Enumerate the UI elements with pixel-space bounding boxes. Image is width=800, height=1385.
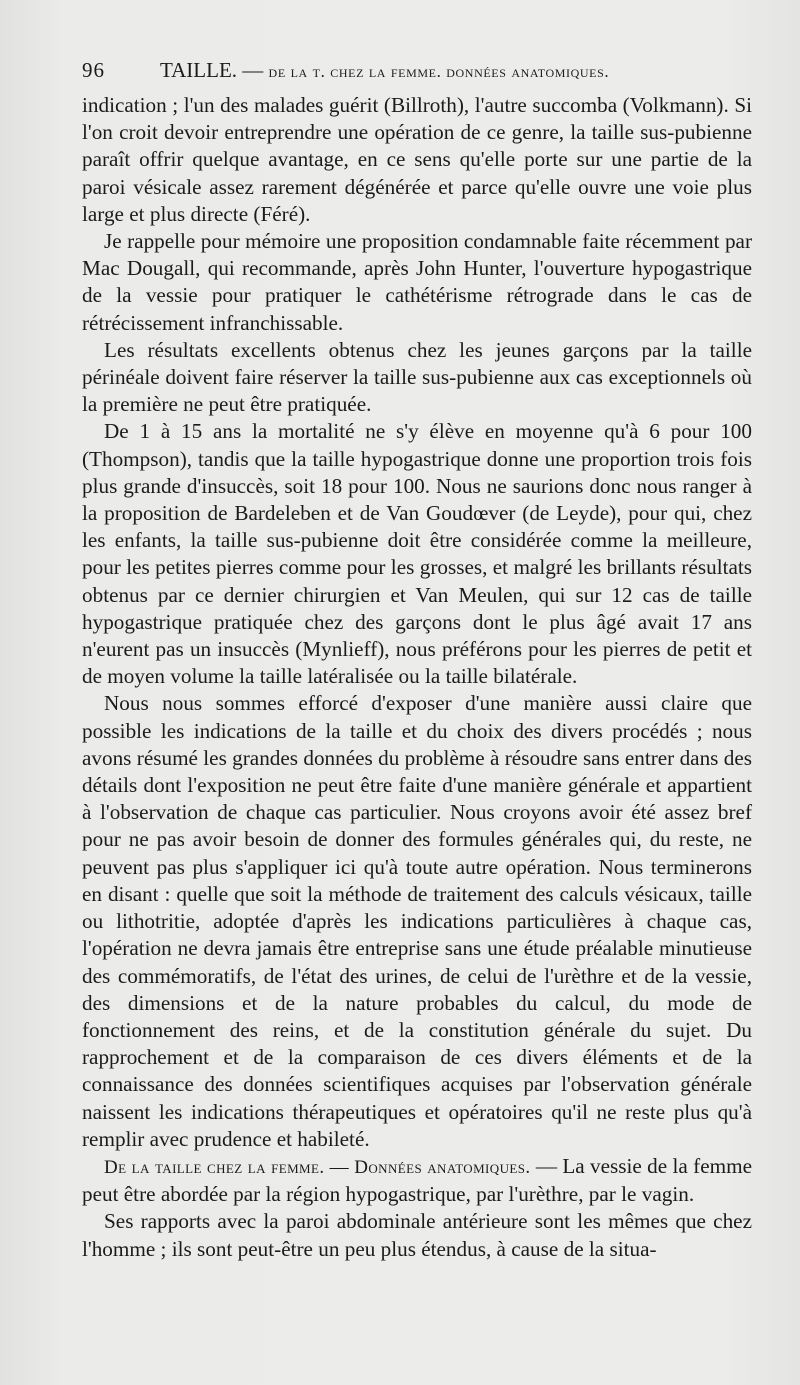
paragraph-conclusion: Nous nous sommes efforcé d'exposer d'une manière aussi claire que possible les indications de la taille et du choix des divers procédés ; nous avons résumé les grandes données du problème à résoudre sans entrer dans des détails dont l'exposition ne peut être faite d'une manière générale et appartient à l'observation de chaque cas particulier. Nous croyons avoir été assez bref pour ne pas avoir besoin de donner des formules générales qui, du reste, ne peuvent pas plus s'appliquer ici qu'à toute autre opération. Nous terminerons en disant : quelle que soit la méthode de traitement des calculs vésicaux, taille ou lithotritie, adoptée d'après les indications particulières à chaque cas, l'opération ne devra jamais être entreprise sans une étude préalable minutieuse des commémoratifs, de l'état des urines, de celui de l'urèthre et de la vessie, des dimensions et de la nature probables du calcul, du mode de fonctionnement des reins, et de la constitution générale du sujet. Du rapprochement et de la comparaison de ces divers éléments et de la connaissance des données scientifiques acquises par l'observation générale naissent les indications thérapeutiques et opératoires qu'il ne reste plus qu'à remplir avec prudence et habileté. [82,691,752,1151]
paragraph-continued: indication ; l'un des malades guérit (Billroth), l'autre succomba (Volkmann). Si l'on croit devoir entreprendre une opération de ce genre, la taille sus-pubienne paraît offrir quelque avantage, en ce sens qu'elle porte sur une partie de la paroi vésicale assez rarement dégénérée et parce qu'elle ouvre une voie plus large et plus directe (Féré). [82,93,752,226]
running-header [82,58,752,88]
body-text [82,92,752,1263]
running-title-subtitle: de la t. chez la femme. données anatomiques. [268,62,610,81]
paragraph-results-perineal: Les résultats excellents obtenus chez les jeunes garçons par la taille périnéale doivent faire réserver la taille sus-pubienne aux cas exceptionnels où la première ne peut être pratiquée. [82,337,752,417]
paragraph-mac-dougall: Je rappelle pour mémoire une proposition condamnable faite récemment par Mac Dougall, qui recommande, après John Hunter, l'ouverture hypogastrique de la vessie pour pratiquer le cathétérisme rétrograde dans le cas de rétrécissement infranchissable. [82,229,752,335]
section-text: — La vessie de la femme peut être abordée par la région hypogastrique, par l'urèthre, par le vagin. [82,1153,752,1207]
paragraph-mortality: De 1 à 15 ans la mortalité ne s'y élève en moyenne qu'à 6 pour 100 (Thompson), tandis que la taille hypogastrique donne une proportion trois fois plus grande d'insuccès, soit 18 pour 100. Nous ne saurions donc nous ranger à la proposition de Bardeleben et de Van Goudœver (de Leyde), pour qui, chez les enfants, la taille sus-pubienne doit être considérée comme la meilleure, pour les petites pierres comme pour les grosses, et malgré les brillants résultats obtenus par ce dernier chirurgien et Van Meulen, qui sur 12 cas de taille hypogastrique pratiquée chez des garçons dont le plus âgé avait 17 ans n'eurent pas un insuccès (Mynlieff), nous préférons pour les pierres de petit et de moyen volume la taille latéralisée ou la taille bilatérale. [82,419,752,689]
paragraph-rapports: Ses rapports avec la paroi abdominale antérieure sont les mêmes que chez l'homme ; ils sont peut-être un peu plus étendus, à cause de la situa- [82,1209,752,1261]
paragraph-female-section [82,1153,752,1208]
page-number: 96 [82,58,105,82]
running-title [160,58,609,83]
section-heading: De la taille chez la femme. — Données anatomiques. [104,1156,531,1178]
running-title-main: TAILLE. — [160,58,269,82]
